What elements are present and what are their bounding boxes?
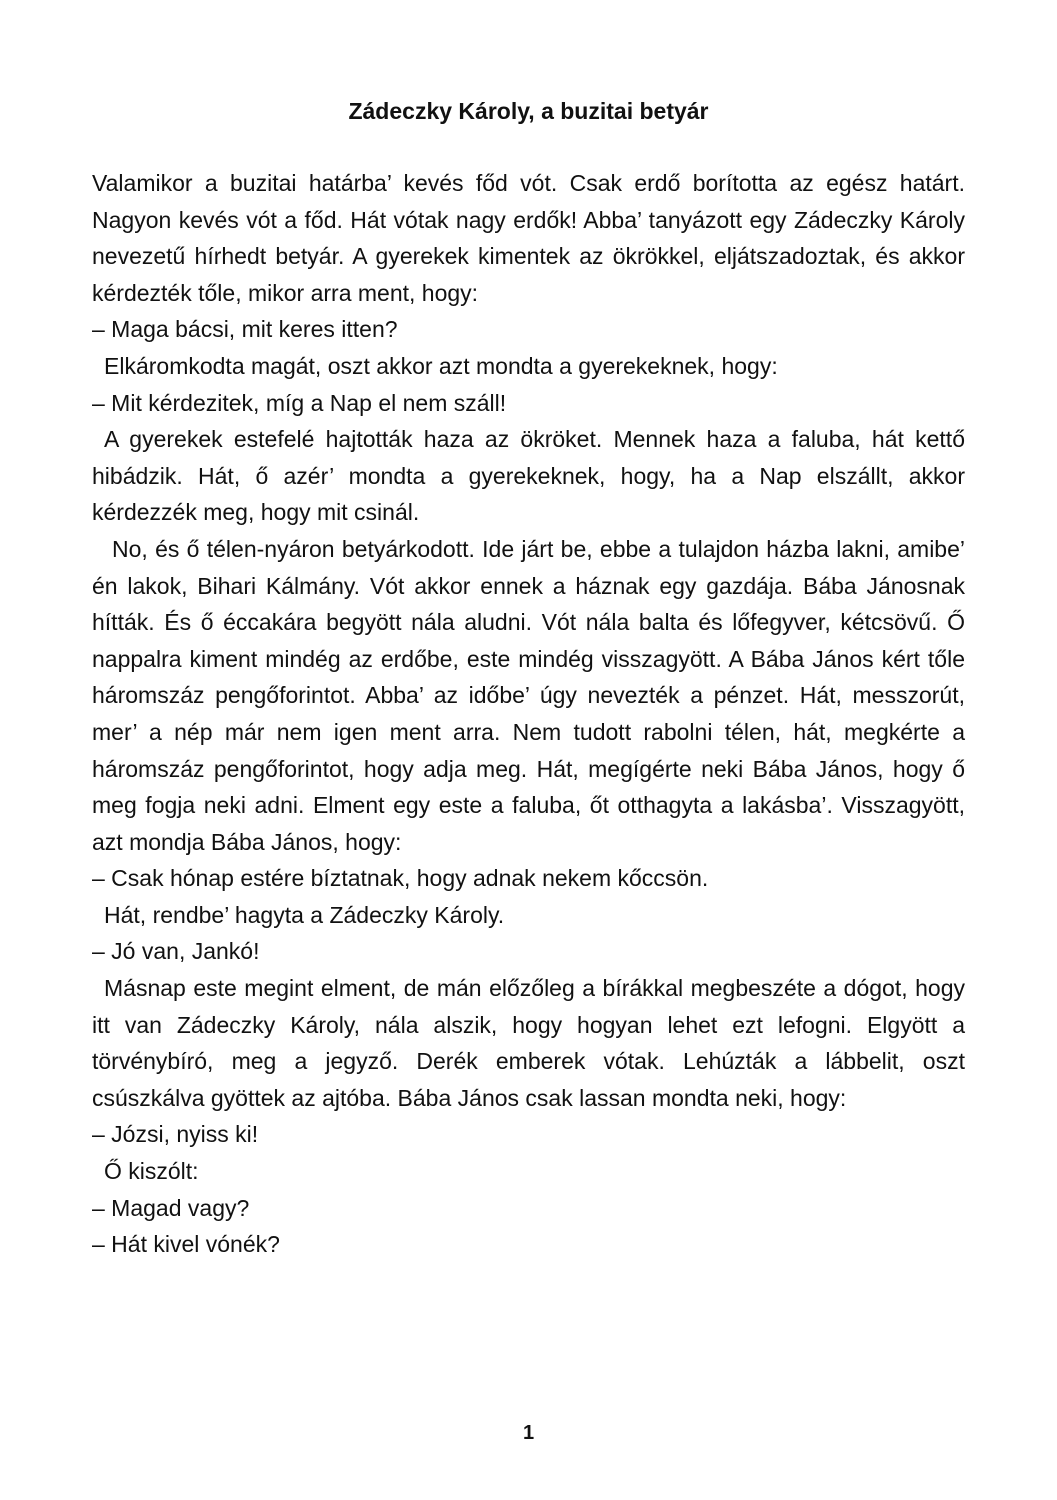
dialogue-line: – Hát kivel vónék? [92, 1231, 280, 1258]
paragraph: Hát, rendbe’ hagyta a Zádeczky Károly. [104, 901, 505, 928]
document-title: Zádeczky Károly, a buzitai betyár [348, 98, 709, 124]
document-body [92, 165, 965, 1263]
paragraph: Valamikor a buzitai határba’ kevés főd vót. Csak erdő borította az egész határt. Nagyon kevés vót a főd. Hát vótak nagy erdők! Abba’ tanyázott egy Zádeczky Károly nevezetű hírhedt betyár. A gyerekek kimentek az ökrökkel, eljátszadoztak, és akkor kérdezték tőle, mikor arra ment, hogy: [92, 170, 965, 306]
dialogue-line: – Magad vagy? [92, 1194, 250, 1221]
dialogue-line: – Józsi, nyiss ki! [92, 1121, 259, 1148]
dialogue-line: – Mit kérdezitek, míg a Nap el nem száll! [92, 389, 507, 416]
paragraph: No, és ő télen-nyáron betyárkodott. Ide járt be, ebbe a tulajdon házba lakni, amibe’ én lakok, Bihari Kálmány. Vót akkor ennek a háznak egy gazdája. Bába Jánosnak hítták. És ő éccakára begyött nála aludni. Vót nála balta és lőfegyver, kétcsövű. Ő nappalra kiment mindég az erdőbe, este mindég visszagyött. A Bába János kért tőle háromszáz pengőforintot. Abba’ az időbe’ úgy nevezték a pénzet. Hát, messzorút, mer’ a nép már nem igen ment arra. Nem tudott rabolni télen, hát, megkérte a háromszáz pengőforintot, hogy adja meg. Hát, megígérte neki Bába János, hogy ő meg fogja neki adni. Elment egy este a faluba, őt otthagyta a lakásba’. Visszagyött, azt mondja Bába János, hogy: [92, 535, 965, 855]
dialogue-line: – Jó van, Jankó! [92, 938, 260, 965]
paragraph: A gyerekek estefelé hajtották haza az ökröket. Mennek haza a faluba, hát kettő hibádzik. Hát, ő azér’ mondta a gyerekeknek, hogy, ha a Nap elszállt, akkor kérdezzék meg, hogy mit csinál. [92, 426, 965, 526]
paragraph: Másnap este megint elment, de mán előzőleg a bírákkal megbeszéte a dógot, hogy itt van Zádeczky Károly, nála alszik, hogy hogyan lehet ezt lefogni. Elgyött a törvénybíró, meg a jegyző. Derék emberek vótak. Lehúzták a lábbelit, oszt csúszkálva gyöttek az ajtóba. Bába János csak lassan mondta neki, hogy: [92, 975, 965, 1111]
paragraph: Ő kiszólt: [104, 1158, 199, 1185]
dialogue-line: – Maga bácsi, mit keres itten? [92, 316, 398, 343]
paragraph: Elkáromkodta magát, oszt akkor azt mondta a gyerekeknek, hogy: [104, 352, 778, 379]
page-number: 1 [522, 1422, 535, 1444]
dialogue-line: – Csak hónap estére bíztatnak, hogy adnak nekem kőccsön. [92, 865, 709, 892]
